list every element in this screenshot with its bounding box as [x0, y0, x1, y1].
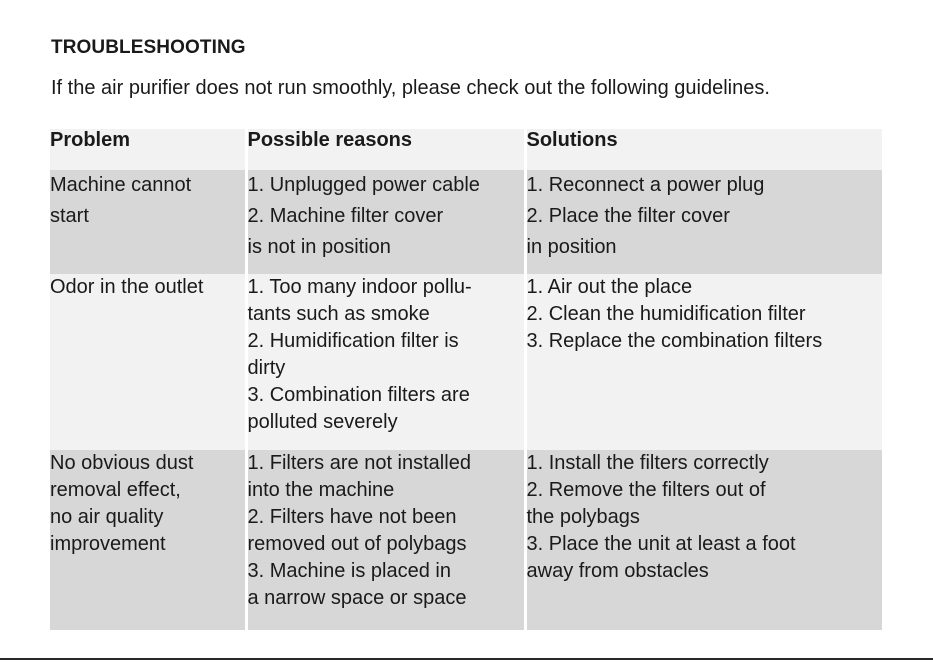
problem-cell [50, 170, 246, 274]
header-possible-reasons: Possible reasons [246, 129, 525, 170]
cell-line: 3. Place the unit at least a foot [526, 533, 796, 555]
reasons-cell [246, 450, 525, 630]
table-row [50, 450, 882, 630]
reasons-cell [246, 274, 525, 450]
cell-line: improvement [50, 533, 166, 555]
solutions-cell [525, 450, 882, 630]
cell-line: no air quality [50, 506, 164, 528]
table-header-row [50, 129, 882, 170]
cell-line: 1. Unplugged power cable [247, 174, 480, 196]
troubleshooting-table [50, 129, 882, 630]
cell-line: 3. Machine is placed in [247, 560, 451, 582]
bottom-rule [0, 658, 933, 660]
cell-line: into the machine [247, 479, 395, 501]
cell-line: polluted severely [247, 411, 398, 433]
table-row [50, 274, 882, 450]
cell-line: Machine cannot [50, 174, 192, 196]
cell-line: 2. Place the filter cover [526, 205, 730, 227]
cell-line: start [50, 205, 89, 227]
cell-line: 2. Remove the filters out of [526, 479, 766, 501]
cell-line: 1. Too many indoor pollu- [247, 276, 472, 298]
cell-line: is not in position [247, 236, 391, 258]
cell-line: 2. Machine filter cover [247, 205, 444, 227]
header-problem: Problem [50, 129, 246, 170]
cell-line: 2. Filters have not been [247, 506, 457, 528]
cell-line: 2. Humidification filter is [247, 330, 459, 352]
cell-line: 3. Replace the combination filters [526, 330, 823, 352]
cell-line: tants such as smoke [247, 303, 430, 325]
cell-line: dirty [247, 357, 286, 379]
cell-line: the polybags [526, 506, 640, 528]
section-heading: TROUBLESHOOTING [51, 37, 246, 58]
cell-line: 1. Install the filters correctly [526, 452, 769, 474]
intro-text: If the air purifier does not run smoothly, please check out the following guidelines. [51, 77, 770, 99]
cell-line: a narrow space or space [247, 587, 467, 609]
cell-line: away from obstacles [526, 560, 709, 582]
cell-line: 1. Reconnect a power plug [526, 174, 765, 196]
reasons-cell [246, 170, 525, 274]
cell-line: 1. Air out the place [526, 276, 693, 298]
cell-line: in position [526, 236, 617, 258]
problem-cell [50, 274, 246, 450]
problem-cell [50, 450, 246, 630]
cell-line: No obvious dust [50, 452, 194, 474]
cell-line: removed out of polybags [247, 533, 467, 555]
cell-line: removal effect, [50, 479, 181, 501]
cell-line: Odor in the outlet [50, 276, 204, 298]
cell-line: 1. Filters are not installed [247, 452, 471, 474]
solutions-cell [525, 274, 882, 450]
cell-line: 2. Clean the humidification filter [526, 303, 806, 325]
table-row [50, 170, 882, 274]
header-solutions: Solutions [525, 129, 882, 170]
solutions-cell [525, 170, 882, 274]
cell-line: 3. Combination filters are [247, 384, 470, 406]
